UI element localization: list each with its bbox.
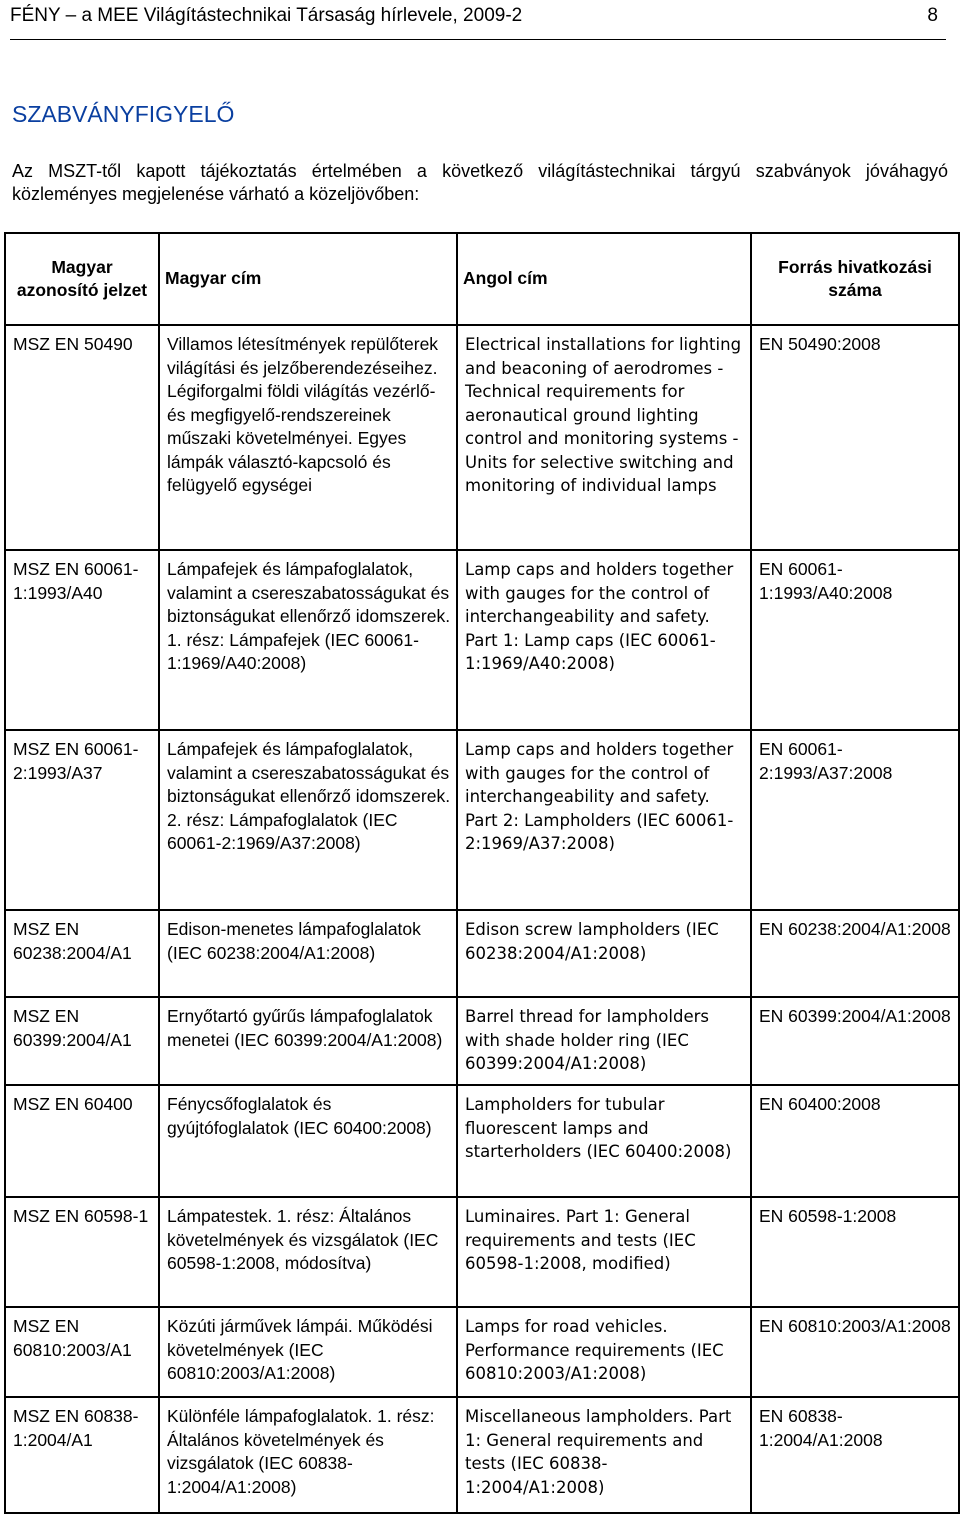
cell-english-title: Barrel thread for lampholders with shade holder ring (IEC 60399:2004/A1:2008) xyxy=(457,997,751,1085)
table-row xyxy=(5,550,959,730)
cell-english-title: Edison screw lampholders (IEC 60238:2004/A1:2008) xyxy=(457,910,751,997)
cell-english-title: Luminaires. Part 1: General requirements and tests (IEC 60598-1:2008, modified) xyxy=(457,1197,751,1307)
intro-paragraph: Az MSZT-től kapott tájékoztatás értelmében a következő világítástechnikai tárgyú szabványok jóváhagyó közleményes megjelenése várható a közeljövőben: xyxy=(12,161,948,204)
cell-source: EN 60838-1:2004/A1:2008 xyxy=(751,1397,959,1513)
cell-id: MSZ EN 60400 xyxy=(5,1085,159,1197)
column-header-id: Magyar azonosító jelzet xyxy=(5,233,159,325)
cell-english-title: Lamps for road vehicles. Performance requirements (IEC 60810:2003/A1:2008) xyxy=(457,1307,751,1397)
cell-source: EN 60061-2:1993/A37:2008 xyxy=(751,730,959,910)
cell-english-title: Electrical installations for lighting and beaconing of aerodromes - Technical requirements for aeronautical ground lighting control and monitoring systems - Units for selective switching and monitoring of individual lamps xyxy=(457,325,751,550)
cell-id: MSZ EN 60238:2004/A1 xyxy=(5,910,159,997)
column-header-hungarian-title: Magyar cím xyxy=(159,233,457,325)
cell-id: MSZ EN 60838-1:2004/A1 xyxy=(5,1397,159,1513)
cell-source: EN 60810:2003/A1:2008 xyxy=(751,1307,959,1397)
column-header-english-title: Angol cím xyxy=(457,233,751,325)
cell-source: EN 60238:2004/A1:2008 xyxy=(751,910,959,997)
column-header-source: Forrás hivatkozási száma xyxy=(751,233,959,325)
cell-source: EN 60400:2008 xyxy=(751,1085,959,1197)
cell-hungarian-title: Különféle lámpafoglalatok. 1. rész: Általános követelmények és vizsgálatok (IEC 60838-1:2004/A1:2008) xyxy=(159,1397,457,1513)
table-row xyxy=(5,1197,959,1307)
table-row xyxy=(5,1085,959,1197)
cell-hungarian-title: Ernyőtartó gyűrűs lámpafoglalatok menetei (IEC 60399:2004/A1:2008) xyxy=(159,997,457,1085)
table-row xyxy=(5,730,959,910)
cell-source: EN 50490:2008 xyxy=(751,325,959,550)
table-row xyxy=(5,910,959,997)
cell-id: MSZ EN 60399:2004/A1 xyxy=(5,997,159,1085)
table-body xyxy=(5,325,959,1513)
cell-english-title: Miscellaneous lampholders. Part 1: General requirements and tests (IEC 60838-1:2004/A1:2008) xyxy=(457,1397,751,1513)
cell-id: MSZ EN 60598-1 xyxy=(5,1197,159,1307)
cell-english-title: Lampholders for tubular fluorescent lamps and starterholders (IEC 60400:2008) xyxy=(457,1085,751,1197)
table-row xyxy=(5,325,959,550)
table-row xyxy=(5,1307,959,1397)
standards-table xyxy=(4,232,960,1514)
cell-id: MSZ EN 60061-1:1993/A40 xyxy=(5,550,159,730)
cell-source: EN 60061-1:1993/A40:2008 xyxy=(751,550,959,730)
cell-id: MSZ EN 60810:2003/A1 xyxy=(5,1307,159,1397)
header-divider xyxy=(10,39,946,40)
table-row xyxy=(5,997,959,1085)
cell-hungarian-title: Lámpatestek. 1. rész: Általános követelmények és vizsgálatok (IEC 60598-1:2008, módosítva) xyxy=(159,1197,457,1307)
cell-id: MSZ EN 60061-2:1993/A37 xyxy=(5,730,159,910)
cell-source: EN 60399:2004/A1:2008 xyxy=(751,997,959,1085)
table-header-row xyxy=(5,233,959,325)
cell-english-title: Lamp caps and holders together with gauges for the control of interchangeability and safety. Part 2: Lampholders (IEC 60061-2:1969/A37:2008) xyxy=(457,730,751,910)
section-title: SZABVÁNYFIGYELŐ xyxy=(12,101,235,127)
newsletter-title: FÉNY – a MEE Világítástechnikai Társaság hírlevele, 2009-2 xyxy=(10,5,523,26)
cell-hungarian-title: Lámpafejek és lámpafoglalatok, valamint a csereszabatosságukat és biztonságukat ellenőrző idomszerek. 1. rész: Lámpafejek (IEC 60061-1:1969/A40:2008) xyxy=(159,550,457,730)
table-row xyxy=(5,1397,959,1513)
page-header xyxy=(10,4,946,28)
cell-source: EN 60598-1:2008 xyxy=(751,1197,959,1307)
cell-hungarian-title: Közúti járművek lámpái. Működési követelmények (IEC 60810:2003/A1:2008) xyxy=(159,1307,457,1397)
cell-hungarian-title: Villamos létesítmények repülőterek világítási és jelzőberendezéseihez. Légiforgalmi földi világítás vezérlő- és megfigyelő-rendszereinek műszaki követelményei. Egyes lámpák választó-kapcsoló és felügyelő egységei xyxy=(159,325,457,550)
cell-hungarian-title: Lámpafejek és lámpafoglalatok, valamint a csereszabatosságukat és biztonságukat ellenőrző idomszerek. 2. rész: Lámpafoglalatok (IEC 60061-2:1969/A37:2008) xyxy=(159,730,457,910)
cell-hungarian-title: Edison-menetes lámpafoglalatok (IEC 60238:2004/A1:2008) xyxy=(159,910,457,997)
cell-english-title: Lamp caps and holders together with gauges for the control of interchangeability and safety. Part 1: Lamp caps (IEC 60061-1:1969/A40:2008) xyxy=(457,550,751,730)
cell-id: MSZ EN 50490 xyxy=(5,325,159,550)
cell-hungarian-title: Fénycsőfoglalatok és gyújtófoglalatok (IEC 60400:2008) xyxy=(159,1085,457,1197)
page-number: 8 xyxy=(927,5,938,26)
